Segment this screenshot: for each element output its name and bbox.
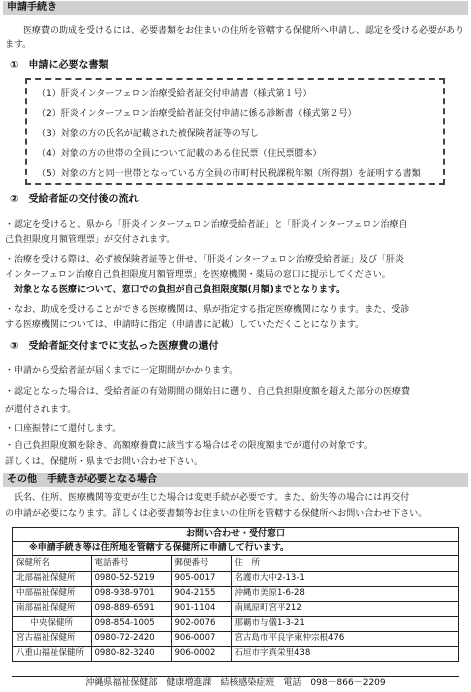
phone-number: 098-938-9701 [91,586,171,601]
required-documents-box [25,78,445,185]
address: 宮古島市平良字東仲宗根476 [231,631,458,646]
table-row [13,616,458,631]
address: 名護市大中2-13-1 [231,571,458,586]
office-name: 八重山福祉保健所 [13,646,91,661]
office-table [13,556,458,661]
postal-code: 906-0002 [171,646,231,661]
subheading-required-documents: ① 申請に必要な書類 [10,60,109,71]
document-item: （1）肝炎インターフェロン治療受給者証交付申請書（様式第１号） [37,89,312,99]
subheading-refund: ③ 受給者証交付までに支払った医療費の還付 [10,341,219,352]
postal-code: 904-2155 [171,586,231,601]
address: 石垣市字真栄里438 [231,646,458,661]
document-item: （4）対象の方の世帯の全員について記載のある住民票（住民票謄本） [37,149,322,159]
column-header: 住 所 [231,556,458,571]
document-item: （5）対象の方と同一世帯となっている方全員の市町村民税課税年額（所得割）を証明する書類 [37,169,421,179]
body-line: が還付されます。 [5,405,77,415]
phone-number: 0980-52-5219 [91,571,171,586]
phone-number: 098-854-1005 [91,616,171,631]
contact-table [12,527,459,662]
body-line: 己負担限度月額管理票」が交付されます。 [5,235,176,245]
body-line: ・自己負担限度額を除き、高額療養費に該当する場合はその限度額までが還付の対象です。 [5,441,373,451]
emphasis-line: 対象となる医療について、窓口での負担が自己負担限度額(月額)までとなります。 [5,285,346,295]
body-line: ・治療を受ける際は、必ず被保険者証等と併せ、「肝炎インターフェロン治療受給者証」及び「肝炎 [5,255,404,265]
office-name: 宮古福祉保健所 [13,631,91,646]
contact-footer: 沖縄県福祉保健部 健康増進課 結核感染症班 電話 098－866－2209 [12,676,459,689]
office-name: 北部福祉保健所 [13,571,91,586]
phone-number: 0980-82-3240 [91,646,171,661]
body-line: ・認定を受けると、県から「肝炎インターフェロン治療受給者証」と「肝炎インターフェロン治療自 [5,220,408,230]
table-row [13,571,458,586]
body-line: 氏名、住所、医療機関等変更が生じた場合は変更手続が必要です。また、紛失等の場合には再交付 [5,493,410,503]
phone-number: 0980-72-2420 [91,631,171,646]
phone-number: 098-889-6591 [91,601,171,616]
postal-code: 901-1104 [171,601,231,616]
table-row [13,586,458,601]
contact-caption: お問い合わせ・受付窓口 [13,528,458,542]
table-row [13,646,458,661]
body-line: ・なお、助成を受けることができる医療機関は、県が指定する指定医療機関になります。また、受診 [5,305,410,315]
contact-note: ※申請手続き等は住所地を管轄する保健所に申請して行います。 [13,542,458,556]
table-header-row [13,556,458,571]
column-header: 郵便番号 [171,556,231,571]
body-line: ・認定となった場合は、受給者証の有効期間の開始日に遡り、自己負担限度額を超えた部分の医療費 [5,387,411,397]
section-header-application: 申請手続き [3,1,468,15]
address: 那覇市与儀1-3-21 [231,616,458,631]
body-line: の申請が必要になります。詳しくは必要書類等お住まいの住所を管轄する保健所へお問い合わせ下さい。 [5,509,428,519]
office-name: 中部福祉保健所 [13,586,91,601]
postal-code: 902-0076 [171,616,231,631]
address: 沖縄市美原1-6-28 [231,586,458,601]
body-line: ・申請から受給者証が届くまでに一定期間がかかります。 [5,366,239,376]
document-item: （3）対象の方の氏名が記載された被保険者証等の写し [37,129,259,139]
office-name: 中央保健所 [13,616,91,631]
address: 南風原町宮平212 [231,601,458,616]
body-line: インターフェロン治療自己負担限度月額管理票」を医療機関・薬局の窓口に提示してください。 [5,270,391,280]
intro-text: 医療費の助成を受けるには、必要書類をお住まいの住所を管轄する保健所へ申請し、認定を受ける必要があります。 [5,26,465,50]
subheading-after-issuance: ② 受給者証の交付後の流れ [10,194,139,205]
table-row [13,601,458,616]
body-line: 詳しくは、保健所・県までお問い合わせ下さい。 [5,457,204,467]
body-line: ・口座振替にて還付します。 [5,424,122,434]
table-row [13,631,458,646]
office-name: 南部福祉保健所 [13,601,91,616]
column-header: 保健所名 [13,556,91,571]
postal-code: 906-0007 [171,631,231,646]
document-item: （2）肝炎インターフェロン治療受給者証交付申請に係る診断書（様式第２号） [37,109,357,119]
column-header: 電話番号 [91,556,171,571]
body-line: する医療機関については、申請時に指定（申請書に記載）していただくことになります。 [5,320,365,330]
section-header-other-procedures: その他 手続きが必要となる場合 [3,473,468,487]
postal-code: 905-0017 [171,571,231,586]
